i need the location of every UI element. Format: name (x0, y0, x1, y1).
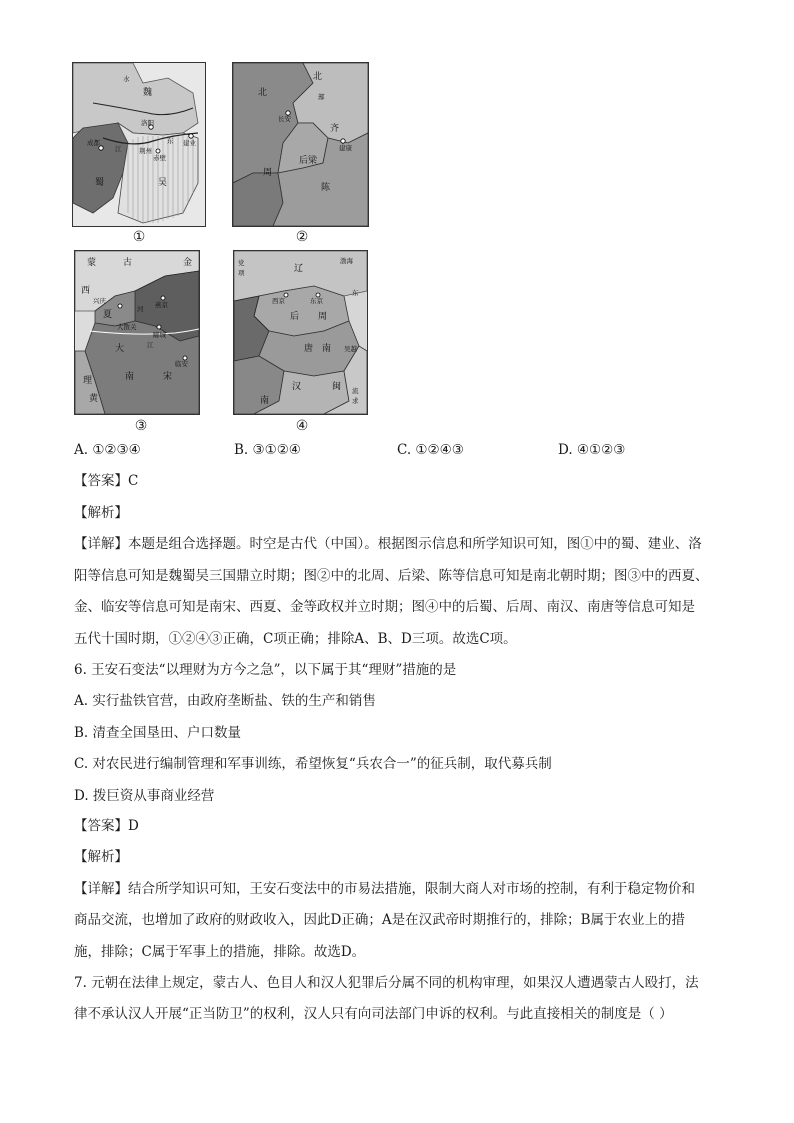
map-label: 大 (115, 344, 125, 354)
q6-option-d: D. 拨巨资从事商业经营 (74, 788, 215, 804)
map-label: 后梁 (299, 156, 318, 166)
map-label: 洛阳 (141, 119, 154, 127)
q5-detail-line: 【详解】本题是组合选择题。时空是古代（中国）。根据图示信息和所学知识可知，图①中的蜀、建业、洛 (74, 536, 702, 552)
map-label: 吴 (158, 178, 168, 188)
map-2 (232, 62, 369, 227)
map-label: 后 (290, 312, 300, 322)
map-label: 南 (125, 372, 135, 382)
q6-answer (74, 816, 139, 836)
map-label: 东京 (310, 297, 323, 305)
map-label: 渤海 (340, 257, 353, 265)
map-4 (233, 250, 368, 415)
map-label: 理 (83, 376, 93, 386)
map-3-caption: ③ (134, 418, 148, 434)
answer-value: C (128, 473, 139, 489)
map-label: 周 (263, 168, 273, 178)
q7-stem-line: 律不承认汉人开展“正当防卫”的权利，汉人只有向司法部门申诉的权利。与此直接相关的制度是（ ） (74, 1006, 673, 1022)
map-label: 荆州 (139, 147, 152, 155)
map-1-caption: ① (132, 229, 146, 245)
map-label: 临安 (175, 360, 188, 368)
q6-detail-line: 【详解】结合所学知识可知，王安石变法中的市易法措施，限制大商人对市场的控制，有利于稳定物价和 (74, 881, 695, 897)
map-label: 金 (183, 258, 193, 268)
map-1 (72, 62, 206, 227)
map-label: 建康 (339, 144, 352, 152)
q5-option-c: C. ①②④③ (397, 442, 464, 458)
map-label: 水 (123, 75, 130, 83)
q5-detail-line: 五代十国时期，①②④③正确，C项正确；排除A、B、D三项。故选C项。 (74, 631, 517, 647)
map-label: 求 (352, 397, 359, 405)
map-label: 长安 (278, 115, 291, 123)
map-label: 吴越 (344, 345, 357, 353)
q6-option-b: B. 清查全国垦田、户口数量 (74, 725, 242, 741)
map-label: 江 (147, 341, 154, 349)
q6-stem: 6. 王安石变法“以理财为方今之急”，以下属于其“理财”措施的是 (74, 662, 457, 678)
map-label: 辽 (294, 264, 304, 274)
q5-answer (74, 471, 138, 491)
q5-option-b: B. ③①②④ (234, 442, 301, 458)
q6-option-a: A. 实行盐铁官营，由政府垄断盐、铁的生产和销售 (74, 693, 376, 709)
map-label: 魏 (143, 88, 153, 98)
q5-detail-line: 阳等信息可知是魏蜀吴三国鼎立时期；图②中的北周、后梁、陈等信息可知是南北朝时期；图③中的西夏、 (74, 568, 709, 584)
map-label: 齐 (330, 124, 340, 134)
map-label: 宋 (163, 372, 173, 382)
answer-tag: 【答案】 (74, 818, 128, 834)
map-label: 鄯 (318, 93, 325, 101)
map-label: 大散关 (117, 323, 137, 331)
q6-analysis-tag: 【解析】 (74, 849, 128, 865)
q6-option-c: C. 对农民进行编制管理和军事训练，希望恢复“兵农合一”的征兵制，取代募兵制 (74, 756, 552, 772)
map-label: 北 (313, 72, 323, 82)
map-label: 唐 (304, 344, 314, 354)
map-label: 西 (81, 286, 91, 296)
q5-option-d: D. ④①②③ (558, 442, 626, 458)
map-label: 东 (352, 289, 359, 297)
map-label: 燕京 (155, 301, 168, 309)
map-label: 汉 (292, 382, 302, 392)
map-label: 赤壁 (153, 154, 166, 162)
map-label: 兴庆 (93, 297, 106, 305)
map-label: 夏 (103, 310, 113, 320)
map-label: 党 (238, 259, 245, 267)
answer-tag: 【答案】 (74, 473, 128, 489)
map-label: 南 (322, 344, 332, 354)
q5-detail-line: 金、临安等信息可知是南宋、西夏、金等政权并立时期；图④中的后蜀、后周、南汉、南唐等信息可知是 (74, 599, 695, 615)
map-label: 江 (115, 145, 122, 153)
map-label: 流 (352, 387, 359, 395)
map-label: 闽 (332, 382, 342, 392)
q7-stem-line: 7. 元朝在法律上规定，蒙古人、色目人和汉人犯罪后分属不同的机构审理，如果汉人遭遇蒙古人殴打，法 (74, 975, 699, 991)
answer-value: D (128, 818, 139, 834)
map-4-caption: ④ (295, 418, 309, 434)
q6-detail-line: 施，排除；C属于军事上的措施，排除。故选D。 (74, 944, 366, 960)
map-label: 北 (258, 88, 268, 98)
map-label: 成都 (87, 139, 100, 147)
map-label: 陈 (321, 183, 331, 193)
map-label: 项 (238, 269, 245, 277)
map-label: 郾城 (153, 331, 166, 339)
map-label: 西京 (272, 297, 285, 305)
map-label: 南 (260, 396, 270, 406)
map-label: 蒙 (87, 258, 97, 268)
map-label: 蜀 (95, 178, 105, 188)
map-label: 古 (123, 258, 133, 268)
map-3 (74, 250, 200, 415)
map-label: 黄 (89, 394, 99, 404)
map-label: 东 (167, 137, 174, 145)
map-label: 河 (137, 305, 144, 313)
map-label: 周 (318, 312, 328, 322)
q6-detail-line: 商品交流，也增加了政府的财政收入，因此D正确；A是在汉武帝时期推行的，排除；B属于农业上的措 (74, 912, 685, 928)
q5-analysis-tag: 【解析】 (74, 505, 128, 521)
map-label: 建业 (183, 139, 196, 147)
q5-option-a: A. ①②③④ (74, 442, 141, 458)
map-2-caption: ② (295, 229, 309, 245)
